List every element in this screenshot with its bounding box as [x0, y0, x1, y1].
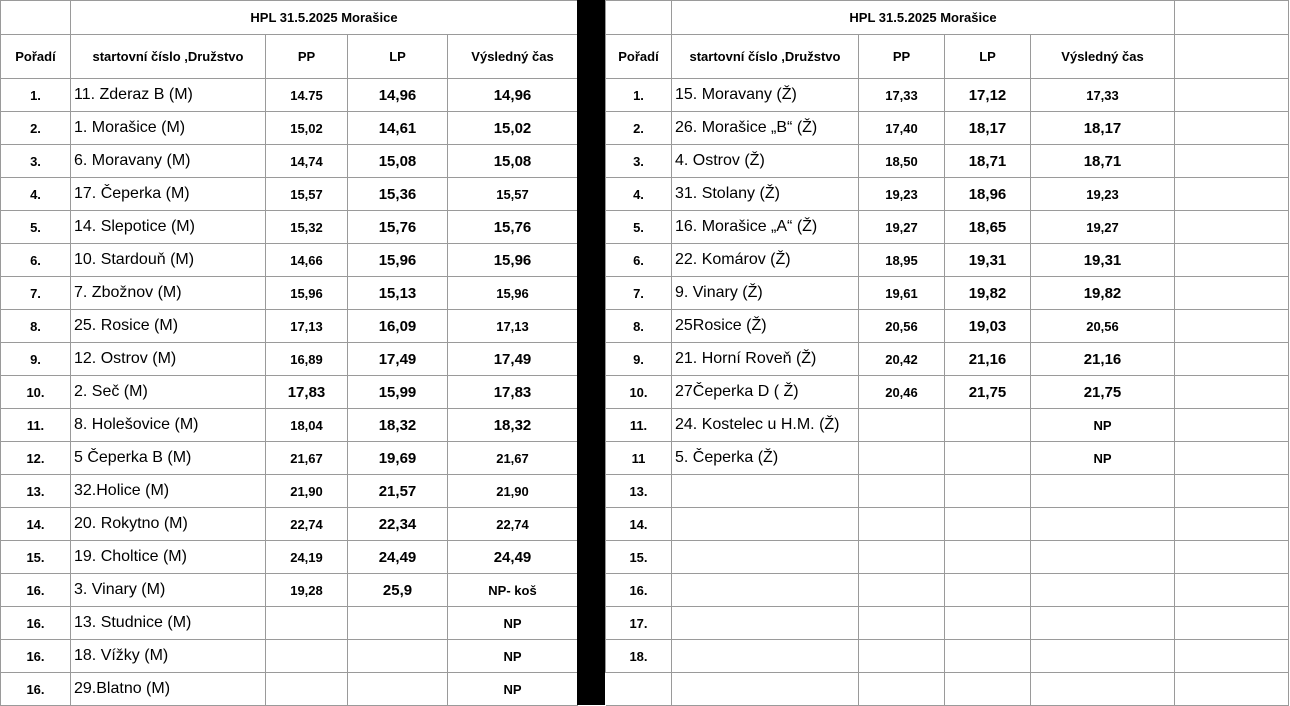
table-row — [606, 211, 1289, 244]
table-row — [1, 640, 578, 673]
team-cell[interactable]: 18. Vížky (M) — [71, 640, 266, 673]
table-row — [1, 541, 578, 574]
header-row — [606, 35, 1289, 79]
table-row — [606, 508, 1289, 541]
result-time-cell[interactable]: NP- koš — [448, 574, 578, 607]
lp-time-cell[interactable]: 21,57 — [348, 475, 448, 508]
empty-cell[interactable] — [1175, 475, 1289, 508]
rank-cell[interactable]: 8. — [1, 310, 71, 343]
rank-cell[interactable]: 9. — [1, 343, 71, 376]
pp-time-cell[interactable]: 20,56 — [859, 310, 945, 343]
result-time-cell[interactable]: 19,31 — [1031, 244, 1175, 277]
result-time-cell[interactable]: 24,49 — [448, 541, 578, 574]
lp-time-cell[interactable]: 24,49 — [348, 541, 448, 574]
pp-time-cell[interactable] — [859, 640, 945, 673]
empty-cell[interactable] — [1175, 376, 1289, 409]
rank-cell[interactable]: 18. — [606, 640, 672, 673]
table-row — [606, 244, 1289, 277]
rank-cell[interactable]: 13. — [1, 475, 71, 508]
lp-time-cell[interactable] — [945, 574, 1031, 607]
lp-time-cell[interactable] — [945, 541, 1031, 574]
team-cell[interactable]: 17. Čeperka (M) — [71, 178, 266, 211]
lp-time-cell[interactable] — [945, 442, 1031, 475]
team-cell[interactable]: 9. Vinary (Ž) — [672, 277, 859, 310]
result-time-cell[interactable]: 17,83 — [448, 376, 578, 409]
table-row — [1, 310, 578, 343]
team-cell[interactable]: 25Rosice (Ž) — [672, 310, 859, 343]
table-row — [606, 640, 1289, 673]
result-time-cell[interactable]: 21,16 — [1031, 343, 1175, 376]
result-time-cell[interactable]: 15,57 — [448, 178, 578, 211]
lp-time-cell[interactable]: 19,03 — [945, 310, 1031, 343]
empty-cell[interactable] — [1175, 244, 1289, 277]
team-cell[interactable]: 8. Holešovice (M) — [71, 409, 266, 442]
table-row — [606, 475, 1289, 508]
table-row — [1, 277, 578, 310]
result-time-cell[interactable]: 20,56 — [1031, 310, 1175, 343]
result-time-cell[interactable]: 17,49 — [448, 343, 578, 376]
pp-time-cell[interactable]: 15,02 — [266, 112, 348, 145]
result-time-cell[interactable]: 17,33 — [1031, 79, 1175, 112]
rank-cell[interactable]: 16. — [1, 574, 71, 607]
team-cell[interactable]: 22. Komárov (Ž) — [672, 244, 859, 277]
pp-time-cell[interactable]: 17,83 — [266, 376, 348, 409]
table-row — [1, 79, 578, 112]
team-cell[interactable]: 25. Rosice (M) — [71, 310, 266, 343]
pp-time-cell[interactable]: 15,57 — [266, 178, 348, 211]
result-time-cell[interactable]: NP — [448, 640, 578, 673]
team-cell[interactable]: 12. Ostrov (M) — [71, 343, 266, 376]
lp-time-cell[interactable] — [945, 409, 1031, 442]
header-rank[interactable]: Pořadí — [606, 35, 672, 79]
lp-time-cell[interactable] — [945, 475, 1031, 508]
team-cell[interactable]: 24. Kostelec u H.M. (Ž) — [672, 409, 859, 442]
table-row — [1, 475, 578, 508]
result-time-cell[interactable]: 15,96 — [448, 277, 578, 310]
pp-time-cell[interactable]: 21,67 — [266, 442, 348, 475]
rank-cell[interactable]: 4. — [606, 178, 672, 211]
rank-cell[interactable]: 7. — [606, 277, 672, 310]
empty-cell[interactable] — [1175, 343, 1289, 376]
table-row — [606, 607, 1289, 640]
result-time-cell[interactable]: NP — [1031, 442, 1175, 475]
result-time-cell[interactable] — [1031, 574, 1175, 607]
rank-cell[interactable]: 16. — [1, 640, 71, 673]
team-cell[interactable] — [672, 574, 859, 607]
pp-time-cell[interactable]: 21,90 — [266, 475, 348, 508]
rank-cell[interactable]: 5. — [1, 211, 71, 244]
result-time-cell[interactable]: 19,27 — [1031, 211, 1175, 244]
rank-cell[interactable]: 11 — [606, 442, 672, 475]
result-time-cell[interactable] — [1031, 640, 1175, 673]
lp-time-cell[interactable]: 19,69 — [348, 442, 448, 475]
table-row — [606, 574, 1289, 607]
rank-cell[interactable]: 8. — [606, 310, 672, 343]
empty-cell[interactable] — [1175, 211, 1289, 244]
team-cell[interactable]: 5. Čeperka (Ž) — [672, 442, 859, 475]
rank-cell[interactable]: 6. — [1, 244, 71, 277]
result-time-cell[interactable]: 17,13 — [448, 310, 578, 343]
result-time-cell[interactable]: 15,02 — [448, 112, 578, 145]
empty-cell[interactable] — [1175, 277, 1289, 310]
result-time-cell[interactable]: 15,76 — [448, 211, 578, 244]
empty-cell[interactable] — [1175, 310, 1289, 343]
team-cell[interactable] — [672, 508, 859, 541]
team-cell[interactable]: 5 Čeperka B (M) — [71, 442, 266, 475]
rank-cell[interactable]: 4. — [1, 178, 71, 211]
lp-time-cell[interactable]: 19,82 — [945, 277, 1031, 310]
pp-time-cell[interactable] — [859, 508, 945, 541]
result-time-cell[interactable]: 14,96 — [448, 79, 578, 112]
team-cell[interactable]: 15. Moravany (Ž) — [672, 79, 859, 112]
pp-time-cell[interactable]: 14,74 — [266, 145, 348, 178]
lp-time-cell[interactable]: 15,96 — [348, 244, 448, 277]
table-row — [606, 178, 1289, 211]
pp-time-cell[interactable]: 17,13 — [266, 310, 348, 343]
empty-cell[interactable] — [945, 673, 1031, 706]
result-time-cell[interactable]: 21,67 — [448, 442, 578, 475]
lp-time-cell[interactable]: 15,08 — [348, 145, 448, 178]
result-time-cell[interactable]: 15,96 — [448, 244, 578, 277]
rank-cell[interactable]: 6. — [606, 244, 672, 277]
lp-time-cell[interactable] — [945, 508, 1031, 541]
rank-cell[interactable]: 14. — [1, 508, 71, 541]
header-team[interactable]: startovní číslo ,Družstvo — [71, 35, 266, 79]
team-cell[interactable] — [672, 541, 859, 574]
lp-time-cell[interactable]: 18,96 — [945, 178, 1031, 211]
team-cell[interactable]: 16. Morašice „A“ (Ž) — [672, 211, 859, 244]
lp-time-cell[interactable] — [348, 607, 448, 640]
corner-cell[interactable] — [606, 1, 672, 35]
empty-cell[interactable] — [1175, 508, 1289, 541]
result-time-cell[interactable]: NP — [448, 607, 578, 640]
rank-cell[interactable]: 10. — [1, 376, 71, 409]
header-lp[interactable]: LP — [945, 35, 1031, 79]
rank-cell[interactable]: 9. — [606, 343, 672, 376]
results-table-women — [605, 0, 1289, 706]
lp-time-cell[interactable]: 25,9 — [348, 574, 448, 607]
empty-cell[interactable] — [1175, 409, 1289, 442]
rank-cell[interactable]: 3. — [1, 145, 71, 178]
lp-time-cell[interactable]: 18,32 — [348, 409, 448, 442]
table-row — [1, 673, 578, 706]
pp-time-cell[interactable] — [859, 409, 945, 442]
empty-cell[interactable] — [1175, 673, 1289, 706]
pp-time-cell[interactable] — [859, 607, 945, 640]
rank-cell[interactable]: 14. — [606, 508, 672, 541]
lp-time-cell[interactable]: 14,61 — [348, 112, 448, 145]
empty-cell[interactable] — [1175, 640, 1289, 673]
table-row — [1, 211, 578, 244]
team-cell[interactable]: 29.Blatno (M) — [71, 673, 266, 706]
blank-row — [606, 673, 1289, 706]
pp-time-cell[interactable]: 16,89 — [266, 343, 348, 376]
rank-cell[interactable]: 17. — [606, 607, 672, 640]
pp-time-cell[interactable]: 17,33 — [859, 79, 945, 112]
table-row — [1, 376, 578, 409]
title-row — [606, 1, 1289, 35]
table-row — [1, 244, 578, 277]
table-row — [606, 112, 1289, 145]
empty-cell[interactable] — [1175, 607, 1289, 640]
empty-cell[interactable] — [672, 673, 859, 706]
empty-cell[interactable] — [1175, 541, 1289, 574]
header-team[interactable]: startovní číslo ,Družstvo — [672, 35, 859, 79]
header-rank[interactable]: Pořadí — [1, 35, 71, 79]
result-time-cell[interactable]: 19,82 — [1031, 277, 1175, 310]
table-row — [606, 277, 1289, 310]
team-cell[interactable]: 20. Rokytno (M) — [71, 508, 266, 541]
lp-time-cell[interactable]: 18,71 — [945, 145, 1031, 178]
header-pp[interactable]: PP — [266, 35, 348, 79]
lp-time-cell[interactable]: 19,31 — [945, 244, 1031, 277]
empty-cell[interactable] — [1175, 145, 1289, 178]
rank-cell[interactable]: 11. — [606, 409, 672, 442]
lp-time-cell[interactable]: 15,13 — [348, 277, 448, 310]
lp-time-cell[interactable] — [945, 640, 1031, 673]
pp-time-cell[interactable]: 20,42 — [859, 343, 945, 376]
empty-cell[interactable] — [1175, 574, 1289, 607]
result-time-cell[interactable]: 19,23 — [1031, 178, 1175, 211]
pp-time-cell[interactable] — [859, 442, 945, 475]
lp-time-cell[interactable]: 16,09 — [348, 310, 448, 343]
table-row — [1, 574, 578, 607]
team-cell[interactable]: 31. Stolany (Ž) — [672, 178, 859, 211]
team-cell[interactable]: 13. Studnice (M) — [71, 607, 266, 640]
pp-time-cell[interactable]: 19,27 — [859, 211, 945, 244]
rank-cell[interactable]: 16. — [1, 673, 71, 706]
pp-time-cell[interactable]: 20,46 — [859, 376, 945, 409]
rank-cell[interactable]: 11. — [1, 409, 71, 442]
team-cell[interactable]: 21. Horní Roveň (Ž) — [672, 343, 859, 376]
rank-cell[interactable]: 15. — [1, 541, 71, 574]
header-result[interactable]: Výsledný čas — [1031, 35, 1175, 79]
pp-time-cell[interactable] — [266, 673, 348, 706]
table-row — [1, 343, 578, 376]
table-row — [1, 409, 578, 442]
team-cell[interactable]: 14. Slepotice (M) — [71, 211, 266, 244]
pp-time-cell[interactable]: 19,23 — [859, 178, 945, 211]
rank-cell[interactable]: 15. — [606, 541, 672, 574]
lp-time-cell[interactable] — [348, 640, 448, 673]
team-cell[interactable] — [672, 640, 859, 673]
team-cell[interactable]: 10. Stardouň (M) — [71, 244, 266, 277]
result-time-cell[interactable]: NP — [1031, 409, 1175, 442]
lp-time-cell[interactable] — [945, 607, 1031, 640]
table-row — [606, 145, 1289, 178]
empty-cell[interactable] — [1175, 1, 1289, 35]
result-time-cell[interactable] — [1031, 541, 1175, 574]
lp-time-cell[interactable]: 21,16 — [945, 343, 1031, 376]
empty-cell[interactable] — [1175, 178, 1289, 211]
rank-cell[interactable]: 2. — [1, 112, 71, 145]
team-cell[interactable]: 19. Choltice (M) — [71, 541, 266, 574]
team-cell[interactable]: 6. Moravany (M) — [71, 145, 266, 178]
team-cell[interactable]: 7. Zbožnov (M) — [71, 277, 266, 310]
table-row — [1, 112, 578, 145]
rank-cell[interactable]: 3. — [606, 145, 672, 178]
header-lp[interactable]: LP — [348, 35, 448, 79]
table-row — [606, 343, 1289, 376]
header-pp[interactable]: PP — [859, 35, 945, 79]
empty-cell[interactable] — [1175, 442, 1289, 475]
lp-time-cell[interactable]: 15,36 — [348, 178, 448, 211]
table-row — [1, 508, 578, 541]
rank-cell[interactable]: 16. — [1, 607, 71, 640]
empty-cell[interactable] — [1175, 79, 1289, 112]
pp-time-cell[interactable]: 22,74 — [266, 508, 348, 541]
team-cell[interactable]: 27Čeperka D ( Ž) — [672, 376, 859, 409]
result-time-cell[interactable]: 21,75 — [1031, 376, 1175, 409]
corner-cell[interactable] — [1, 1, 71, 35]
empty-cell[interactable] — [1031, 673, 1175, 706]
table-title[interactable]: HPL 31.5.2025 Morašice — [71, 1, 578, 35]
team-cell[interactable]: 1. Morašice (M) — [71, 112, 266, 145]
result-time-cell[interactable]: 15,08 — [448, 145, 578, 178]
rank-cell[interactable]: 2. — [606, 112, 672, 145]
rank-cell[interactable]: 1. — [1, 79, 71, 112]
rank-cell[interactable]: 13. — [606, 475, 672, 508]
pp-time-cell[interactable] — [859, 475, 945, 508]
pp-time-cell[interactable]: 18,04 — [266, 409, 348, 442]
header-result[interactable]: Výsledný čas — [448, 35, 578, 79]
rank-cell[interactable]: 5. — [606, 211, 672, 244]
lp-time-cell[interactable]: 22,34 — [348, 508, 448, 541]
title-row — [1, 1, 578, 35]
table-row — [606, 376, 1289, 409]
rank-cell[interactable]: 10. — [606, 376, 672, 409]
lp-time-cell[interactable]: 15,76 — [348, 211, 448, 244]
pp-time-cell[interactable] — [266, 607, 348, 640]
result-time-cell[interactable] — [1031, 508, 1175, 541]
lp-time-cell[interactable]: 14,96 — [348, 79, 448, 112]
pp-time-cell[interactable] — [859, 541, 945, 574]
team-cell[interactable] — [672, 607, 859, 640]
team-cell[interactable]: 4. Ostrov (Ž) — [672, 145, 859, 178]
pp-time-cell[interactable]: 15,96 — [266, 277, 348, 310]
results-table-men — [0, 0, 578, 706]
result-time-cell[interactable]: 18,17 — [1031, 112, 1175, 145]
pp-time-cell[interactable]: 17,40 — [859, 112, 945, 145]
pp-time-cell[interactable]: 18,50 — [859, 145, 945, 178]
lp-time-cell[interactable]: 18,65 — [945, 211, 1031, 244]
result-time-cell[interactable]: 21,90 — [448, 475, 578, 508]
rank-cell[interactable]: 7. — [1, 277, 71, 310]
pp-time-cell[interactable]: 14,66 — [266, 244, 348, 277]
rank-cell[interactable]: 12. — [1, 442, 71, 475]
result-time-cell[interactable] — [1031, 607, 1175, 640]
result-time-cell[interactable]: 18,71 — [1031, 145, 1175, 178]
pp-time-cell[interactable]: 18,95 — [859, 244, 945, 277]
table-row — [1, 145, 578, 178]
lp-time-cell[interactable]: 17,49 — [348, 343, 448, 376]
team-cell[interactable]: 32.Holice (M) — [71, 475, 266, 508]
table-row — [606, 442, 1289, 475]
pp-time-cell[interactable]: 15,32 — [266, 211, 348, 244]
result-time-cell[interactable]: 22,74 — [448, 508, 578, 541]
team-cell[interactable]: 3. Vinary (M) — [71, 574, 266, 607]
pp-time-cell[interactable]: 14.75 — [266, 79, 348, 112]
table-row — [606, 310, 1289, 343]
table-row — [606, 541, 1289, 574]
team-cell[interactable]: 2. Seč (M) — [71, 376, 266, 409]
lp-time-cell[interactable] — [348, 673, 448, 706]
team-cell[interactable] — [672, 475, 859, 508]
team-cell[interactable]: 26. Morašice „B“ (Ž) — [672, 112, 859, 145]
empty-cell[interactable] — [1175, 112, 1289, 145]
lp-time-cell[interactable]: 21,75 — [945, 376, 1031, 409]
table-row — [1, 442, 578, 475]
table-row — [1, 178, 578, 211]
pp-time-cell[interactable] — [266, 640, 348, 673]
empty-cell[interactable] — [859, 673, 945, 706]
table-title[interactable]: HPL 31.5.2025 Morašice — [672, 1, 1175, 35]
rank-cell[interactable]: 1. — [606, 79, 672, 112]
empty-cell[interactable] — [1175, 35, 1289, 79]
table-row — [606, 79, 1289, 112]
pp-time-cell[interactable] — [859, 574, 945, 607]
empty-cell[interactable] — [606, 673, 672, 706]
pp-time-cell[interactable]: 19,28 — [266, 574, 348, 607]
rank-cell[interactable]: 16. — [606, 574, 672, 607]
result-time-cell[interactable] — [1031, 475, 1175, 508]
pp-time-cell[interactable]: 19,61 — [859, 277, 945, 310]
result-time-cell[interactable]: NP — [448, 673, 578, 706]
table-row — [606, 409, 1289, 442]
pp-time-cell[interactable]: 24,19 — [266, 541, 348, 574]
table-row — [1, 607, 578, 640]
lp-time-cell[interactable]: 17,12 — [945, 79, 1031, 112]
column-divider — [577, 0, 605, 705]
team-cell[interactable]: 11. Zderaz B (M) — [71, 79, 266, 112]
result-time-cell[interactable]: 18,32 — [448, 409, 578, 442]
lp-time-cell[interactable]: 15,99 — [348, 376, 448, 409]
header-row — [1, 35, 578, 79]
lp-time-cell[interactable]: 18,17 — [945, 112, 1031, 145]
